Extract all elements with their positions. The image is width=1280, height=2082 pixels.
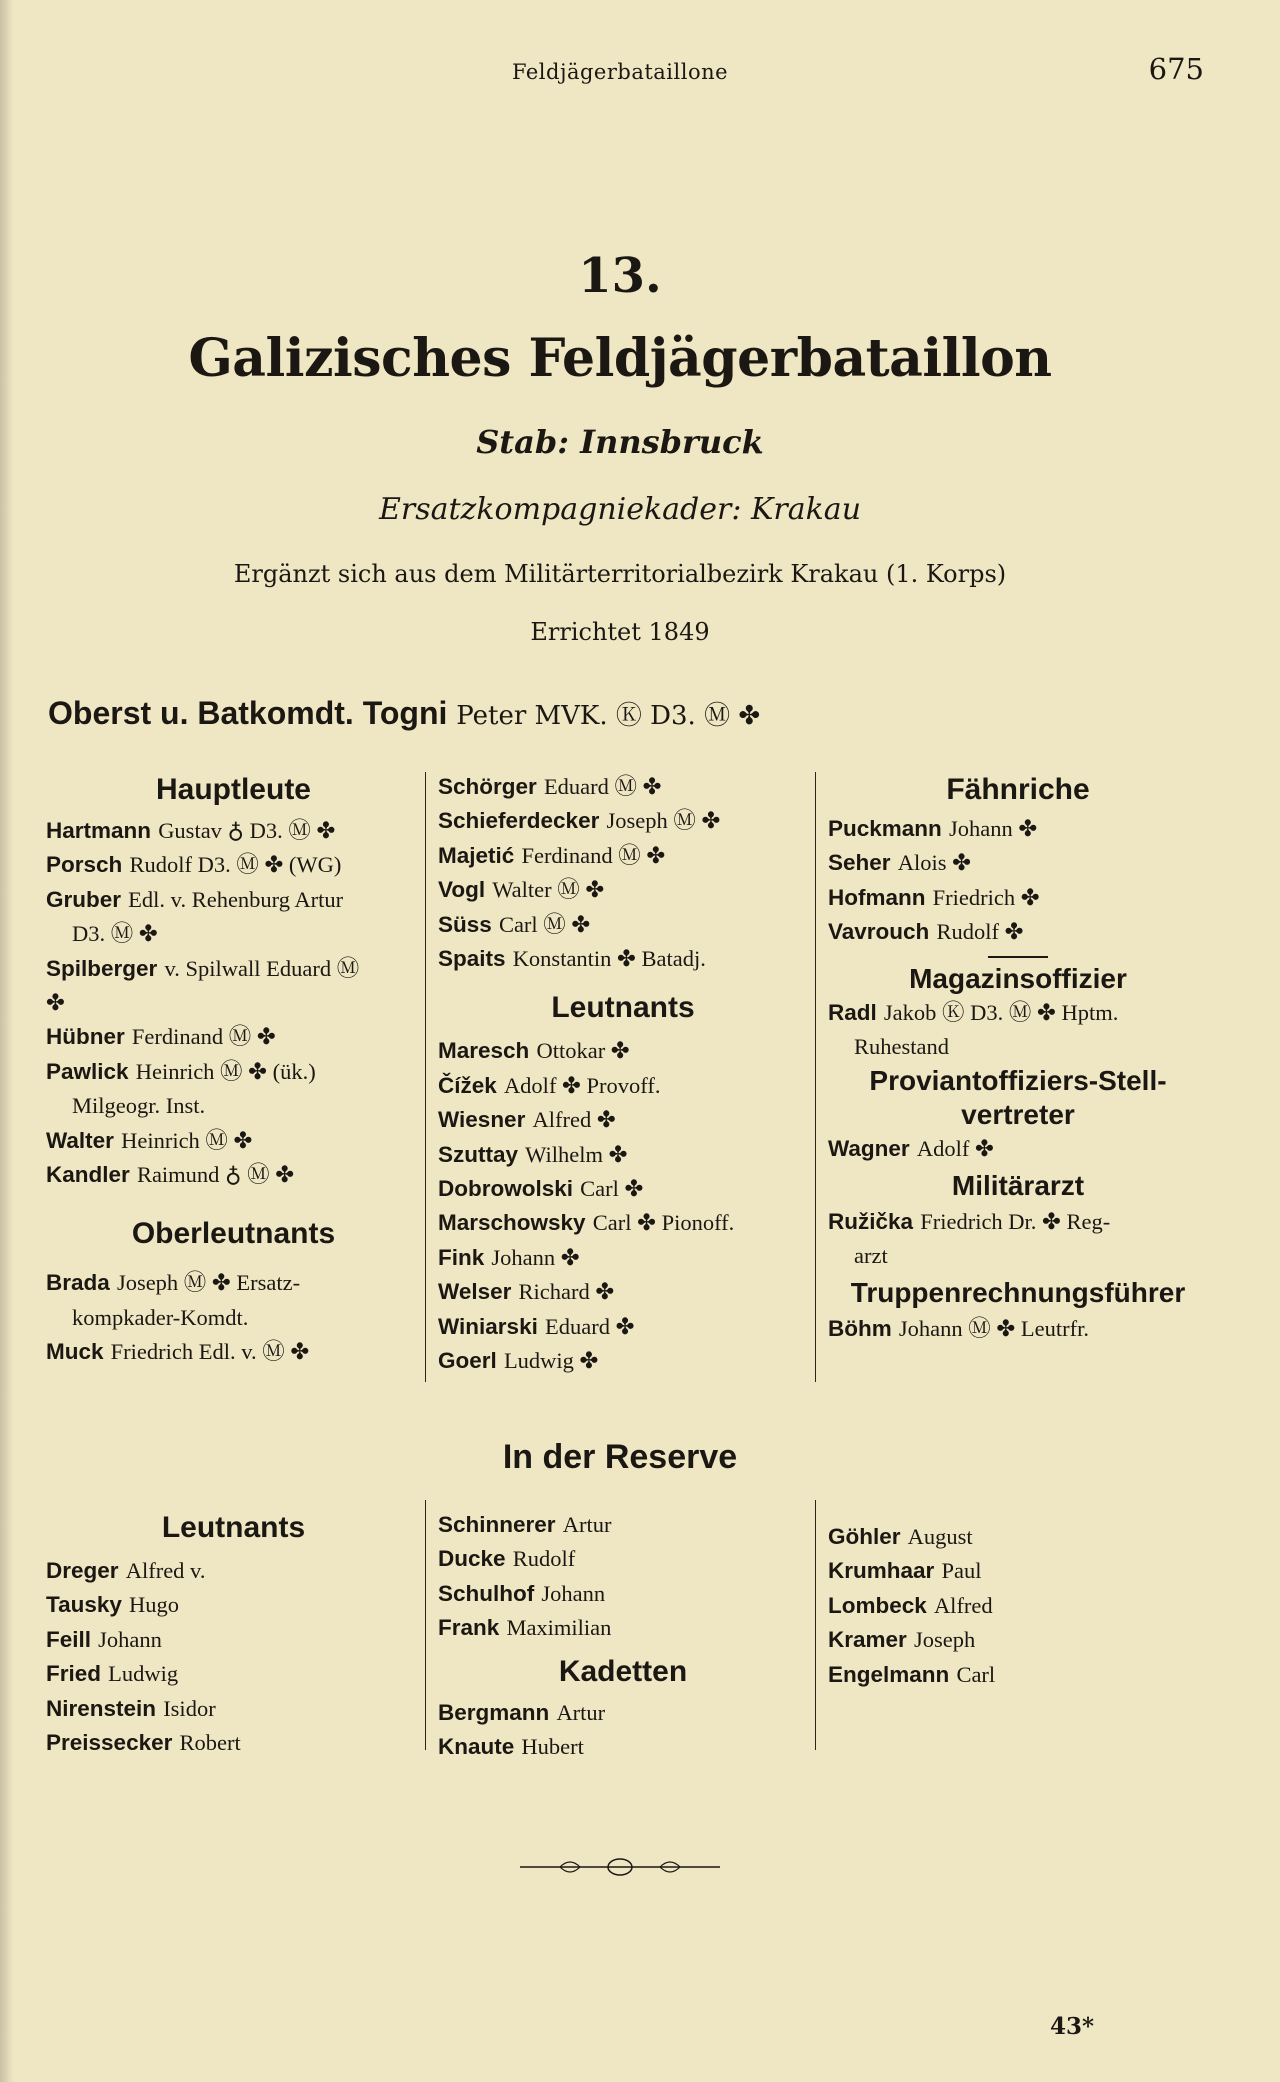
roster-entry: [438, 908, 808, 942]
entry-details: Joseph: [913, 1627, 976, 1653]
entry-details: Ferdinand Ⓜ ✤: [131, 1024, 276, 1050]
entry-surname: Spilberger: [46, 955, 158, 981]
rechnung-list: [828, 1312, 1208, 1346]
entry-surname: Krumhaar: [828, 1558, 935, 1584]
entry-surname: Fried: [46, 1661, 102, 1687]
page-number: 675: [1148, 52, 1204, 86]
roster-entry: [438, 1206, 808, 1240]
entry-details: Rudolf ✤: [936, 919, 1024, 945]
entry-details: Gustav ♁ D3. Ⓜ ✤: [158, 818, 336, 843]
reserve-right-list: [828, 1520, 1208, 1692]
commander-line: [48, 695, 760, 732]
roster-entry: [828, 1312, 1208, 1346]
reserve-leutnants-heading: Leutnants: [161, 1511, 306, 1544]
entry-surname: Hofmann: [828, 884, 926, 910]
magazin-heading: Magazinsoffizier: [909, 962, 1127, 994]
entry-details: Artur: [556, 1699, 606, 1725]
entry-details: Ottokar ✤: [536, 1038, 630, 1064]
roster-entry: [438, 1577, 808, 1611]
entry-surname: Brada: [46, 1270, 110, 1296]
entry-surname: Nirenstein: [46, 1695, 157, 1721]
column-divider-2: [815, 772, 816, 1382]
hauptleute-list: [46, 814, 421, 1192]
entry-surname: Feill: [46, 1626, 92, 1652]
entry-details: Maximilian: [506, 1615, 612, 1641]
entry-details: Johann: [541, 1580, 606, 1606]
entry-details: Rudolf D3. Ⓜ ✤ (WG): [129, 852, 342, 878]
roster-entry: [828, 1520, 1208, 1554]
entry-surname: Tausky: [46, 1592, 122, 1618]
entry-surname: Bergmann: [438, 1699, 550, 1725]
roster-entry: [46, 1089, 421, 1123]
roster-entry: [828, 1658, 1208, 1692]
entry-surname: Engelmann: [828, 1661, 950, 1687]
entry-surname: Goerl: [438, 1348, 497, 1374]
entry-details: Hubert: [521, 1734, 584, 1760]
stab-line: Stab: Innsbruck: [476, 423, 764, 461]
roster-entry: [46, 1726, 421, 1760]
entry-details: Johann ✤: [948, 816, 1038, 841]
entry-surname: Fink: [438, 1244, 485, 1270]
roster-entry: [46, 1301, 421, 1335]
entry-surname: Hübner: [46, 1024, 125, 1050]
entry-surname: Dobrowolski: [438, 1176, 574, 1202]
roster-entry: [46, 1055, 421, 1089]
entry-surname: Dreger: [46, 1558, 119, 1583]
short-rule: [988, 956, 1048, 958]
entry-details: Heinrich Ⓜ ✤: [121, 1127, 253, 1153]
reserve-heading: In der Reserve: [502, 1438, 738, 1476]
entry-surname: Majetić: [438, 842, 515, 868]
roster-entry: [46, 883, 421, 917]
roster-entry: [438, 1611, 808, 1645]
column-divider-3: [425, 1500, 426, 1750]
roster-entry: [828, 1589, 1208, 1623]
entry-details: Rudolf: [512, 1546, 576, 1572]
entry-surname: Pawlick: [46, 1058, 129, 1084]
left-column: [46, 770, 421, 1370]
entry-details: kompkader-Komdt.: [72, 1304, 249, 1330]
roster-entry: [828, 812, 1208, 846]
roster-entry: [438, 1696, 808, 1730]
entry-surname: Wiesner: [438, 1107, 526, 1133]
roster-entry: [438, 1730, 808, 1764]
entry-details: ✤: [46, 990, 65, 1016]
roster-entry: [438, 1069, 808, 1103]
entry-surname: Gruber: [46, 886, 122, 912]
reserve-middle-list: [438, 1508, 808, 1646]
roster-entry: [46, 1692, 421, 1726]
entry-details: Isidor: [163, 1695, 216, 1721]
rechnung-heading: Truppenrechnungsführer: [850, 1276, 1186, 1308]
right-column: [828, 770, 1208, 1346]
roster-entry: [46, 1623, 421, 1657]
roster-entry: [46, 1554, 421, 1588]
entry-surname: Ducke: [438, 1546, 506, 1572]
entry-details: v. Spilwall Eduard Ⓜ: [164, 955, 360, 981]
magazin-list: [828, 996, 1208, 1065]
entry-surname: Kandler: [46, 1162, 130, 1188]
entry-details: Heinrich Ⓜ ✤ (ük.): [135, 1058, 316, 1084]
entry-surname: Walter: [46, 1127, 114, 1153]
errichtet-line: Errichtet 1849: [530, 618, 710, 646]
entry-details: Ruhestand: [854, 1034, 949, 1060]
entry-details: Jakob Ⓚ D3. Ⓜ ✤ Hptm.: [883, 999, 1119, 1025]
entry-details: Carl ✤ Pionoff.: [592, 1210, 735, 1236]
column-divider-4: [815, 1500, 816, 1750]
roster-entry: [438, 1241, 808, 1275]
commander-rank: Oberst u. Batkomdt.: [48, 695, 354, 731]
roster-entry: [46, 952, 421, 986]
entry-surname: Süss: [438, 911, 492, 937]
entry-surname: Radl: [828, 999, 877, 1025]
entry-details: Walter Ⓜ ✤: [492, 877, 605, 903]
kadetten-list: [438, 1696, 808, 1765]
entry-details: Johann: [98, 1626, 162, 1652]
entry-surname: Vogl: [438, 877, 486, 903]
entry-details: Richard ✤: [518, 1279, 615, 1305]
entry-surname: Schinnerer: [438, 1512, 556, 1537]
entry-surname: Preissecker: [46, 1730, 173, 1756]
roster-entry: [46, 1588, 421, 1622]
signature-mark: 43*: [1050, 2013, 1095, 2040]
roster-entry: [438, 1172, 808, 1206]
entry-surname: Szuttay: [438, 1141, 519, 1167]
roster-entry: [438, 1508, 808, 1542]
entry-details: Alfred: [933, 1592, 993, 1618]
roster-entry: [828, 1554, 1208, 1588]
entry-surname: Schieferdecker: [438, 808, 600, 834]
arzt-list: [828, 1205, 1208, 1274]
entry-details: Friedrich Dr. ✤ Reg-: [920, 1208, 1111, 1234]
roster-entry: [46, 986, 421, 1020]
entry-details: Carl Ⓜ ✤: [498, 911, 591, 937]
ersatz-line: Ersatzkompagniekader: Krakau: [378, 492, 862, 527]
entry-details: Milgeogr. Inst.: [72, 1093, 206, 1119]
roster-entry: [438, 1310, 808, 1344]
entry-surname: Winiarski: [438, 1313, 538, 1339]
entry-surname: Maresch: [438, 1038, 530, 1064]
entry-details: Friedrich Edl. v. Ⓜ ✤: [110, 1339, 310, 1365]
entry-details: Alfred ✤: [532, 1107, 616, 1133]
commander-details: Peter MVK. Ⓚ D3. Ⓜ ✤: [456, 701, 761, 731]
roster-entry: [828, 1239, 1208, 1273]
commander-surname: Togni: [362, 695, 448, 731]
roster-entry: [438, 1034, 808, 1068]
roster-entry: [438, 1103, 808, 1137]
entry-details: Joseph Ⓜ ✤ Ersatz-: [116, 1270, 301, 1296]
roster-entry: [46, 814, 421, 848]
hauptleute-heading: Hauptleute: [155, 773, 311, 806]
entry-details: Edl. v. Rehenburg Artur: [128, 886, 344, 912]
entry-surname: Marschowsky: [438, 1210, 586, 1236]
roster-entry: [438, 873, 808, 907]
entry-details: Artur: [562, 1512, 612, 1537]
leutnants-heading: Leutnants: [551, 991, 695, 1025]
arzt-heading: Militärarzt: [951, 1169, 1085, 1201]
roster-entry: [438, 804, 808, 838]
entry-surname: Göhler: [828, 1524, 901, 1549]
roster-entry: [46, 1657, 421, 1691]
entry-details: Alfred v.: [125, 1558, 206, 1583]
roster-entry: [438, 839, 808, 873]
roster-entry: [46, 848, 421, 882]
entry-details: Eduard Ⓜ ✤: [543, 774, 662, 799]
roster-entry: [438, 1344, 808, 1378]
entry-details: Adolf ✤: [916, 1136, 994, 1162]
entry-details: Eduard ✤: [545, 1313, 635, 1339]
entry-details: Johann ✤: [491, 1244, 580, 1270]
entry-details: Robert: [179, 1730, 241, 1756]
entry-details: Ludwig ✤: [503, 1348, 599, 1374]
reserve-left-column: [46, 1508, 421, 1760]
roster-entry: [438, 1542, 808, 1576]
entry-surname: Muck: [46, 1339, 104, 1365]
roster-entry: [828, 1205, 1208, 1239]
entry-details: Hugo: [129, 1592, 180, 1618]
roster-entry: [46, 1266, 421, 1300]
entry-surname: Čížek: [438, 1072, 497, 1098]
roster-entry: [828, 1623, 1208, 1657]
faehnriche-heading: Fähnriche: [946, 773, 1090, 806]
entry-surname: Lombeck: [828, 1592, 927, 1618]
leutnants-list: [438, 1034, 808, 1378]
entry-details: Ferdinand Ⓜ ✤: [521, 842, 666, 868]
entry-details: arzt: [854, 1243, 888, 1269]
entry-surname: Böhm: [828, 1315, 892, 1341]
entry-details: Wilhelm ✤: [525, 1141, 628, 1167]
roster-entry: [46, 917, 421, 951]
roster-entry: [46, 1158, 421, 1192]
roster-entry: [46, 1020, 421, 1054]
entry-surname: Frank: [438, 1615, 500, 1641]
entry-surname: Knaute: [438, 1734, 515, 1760]
roster-entry: [46, 1335, 421, 1369]
entry-surname: Porsch: [46, 852, 123, 878]
ergaenzt-line: Ergänzt sich aus dem Militärterritorialbezirk Krakau (1. Korps): [233, 560, 1007, 588]
unit-title: Galizisches Feldjägerbataillon: [188, 328, 1052, 389]
ornament-divider: [520, 1852, 720, 1882]
oberleutnants-heading: Oberleutnants: [131, 1217, 336, 1251]
faehnriche-list: [828, 812, 1208, 950]
entry-surname: Schulhof: [438, 1580, 535, 1606]
kadetten-heading: Kadetten: [558, 1654, 688, 1688]
roster-entry: [438, 770, 808, 804]
entry-details: August: [907, 1524, 973, 1549]
roster-entry: [828, 846, 1208, 880]
entry-details: Raimund ♁ Ⓜ ✤: [136, 1162, 295, 1188]
roster-entry: [828, 915, 1208, 949]
reserve-left-list: [46, 1554, 421, 1760]
entry-surname: Schörger: [438, 774, 537, 799]
roster-entry: [828, 1030, 1208, 1064]
entry-surname: Welser: [438, 1279, 512, 1305]
roster-entry: [438, 1275, 808, 1309]
oberleutnants-cont-list: [438, 770, 808, 976]
entry-details: Carl: [956, 1661, 996, 1687]
entry-surname: Wagner: [828, 1136, 910, 1162]
reserve-middle-column: [438, 1508, 808, 1764]
roster-entry: [438, 942, 808, 976]
middle-column: [438, 770, 808, 1379]
entry-surname: Kramer: [828, 1627, 907, 1653]
running-title: Feldjägerbataillone: [511, 60, 729, 84]
entry-surname: Vavrouch: [828, 919, 930, 945]
entry-surname: Ružička: [828, 1208, 914, 1234]
entry-details: Konstantin ✤ Batadj.: [512, 946, 706, 972]
entry-surname: Spaits: [438, 946, 506, 972]
entry-surname: Seher: [828, 850, 891, 876]
proviant-heading-1: Proviantoffiziers-Stell-: [869, 1065, 1167, 1097]
entry-details: Carl ✤: [580, 1176, 644, 1202]
entry-details: Ludwig: [108, 1661, 179, 1687]
entry-details: Joseph Ⓜ ✤: [606, 808, 721, 834]
roster-entry: [828, 881, 1208, 915]
proviant-list: [828, 1132, 1208, 1166]
proviant-heading-2: vertreter: [961, 1099, 1075, 1131]
entry-details: Johann Ⓜ ✤ Leutrfr.: [898, 1315, 1089, 1341]
reserve-right-column: [828, 1520, 1208, 1692]
oberleutnants-list: [46, 1266, 421, 1369]
unit-number: 13.: [578, 248, 662, 304]
entry-surname: Puckmann: [828, 816, 942, 841]
roster-entry: [828, 1132, 1208, 1166]
entry-details: Friedrich ✤: [932, 884, 1040, 910]
entry-details: Adolf ✤ Provoff.: [503, 1072, 661, 1098]
roster-entry: [828, 996, 1208, 1030]
roster-entry: [438, 1138, 808, 1172]
entry-details: Alois ✤: [897, 850, 971, 876]
entry-surname: Hartmann: [46, 818, 152, 843]
entry-details: D3. Ⓜ ✤: [72, 921, 158, 947]
page-edge-shadow: [0, 0, 14, 2082]
column-divider-1: [425, 772, 426, 1382]
roster-entry: [46, 1124, 421, 1158]
entry-details: Paul: [941, 1558, 982, 1584]
